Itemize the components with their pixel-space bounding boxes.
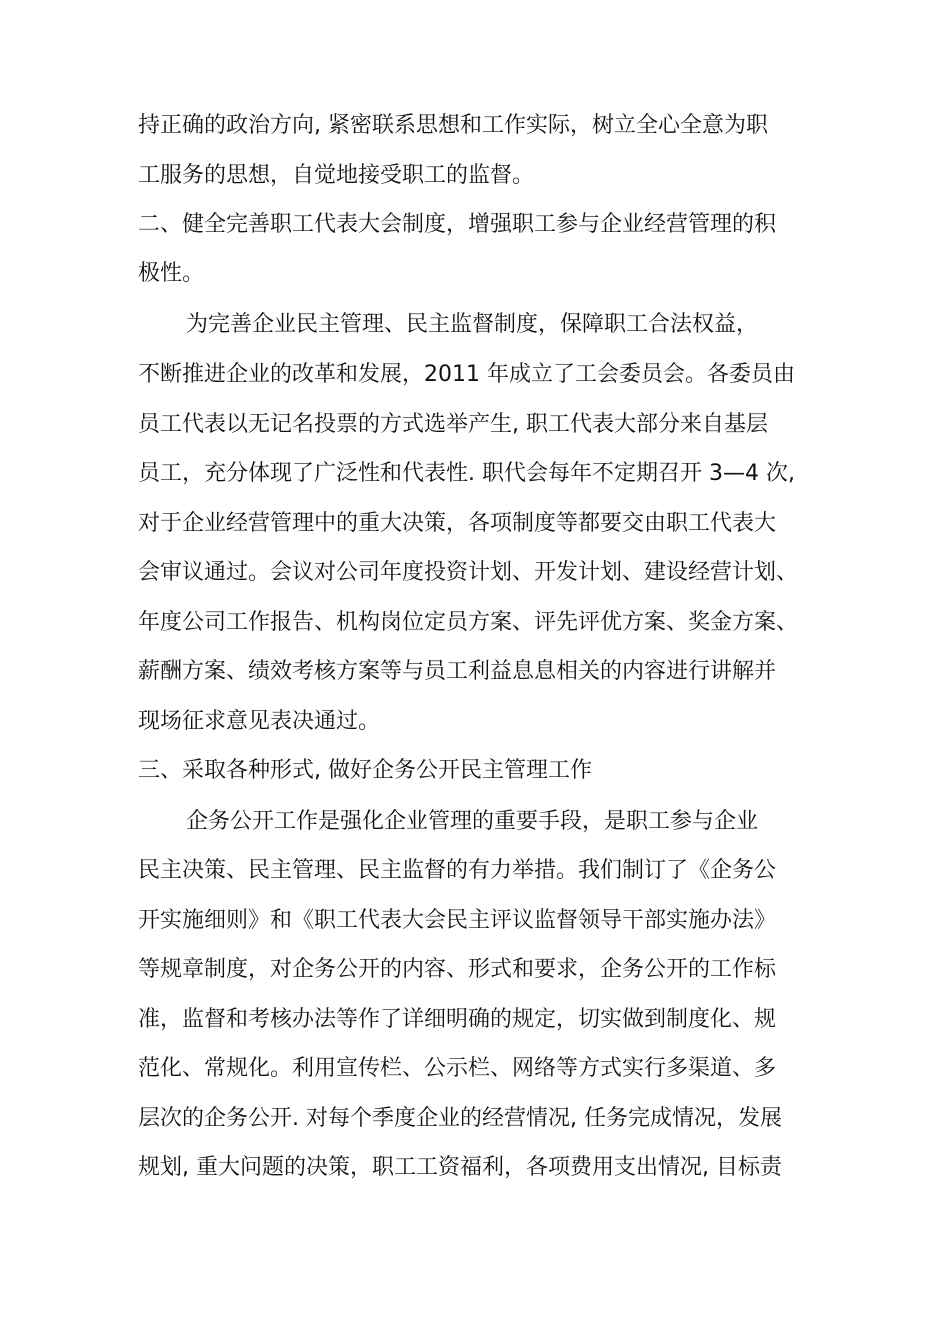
- paragraph-3-line-5: 准，监督和考核办法等作了详细明确的规定，切实做到制度化、规: [138, 1007, 777, 1032]
- paragraph-2-line-2: 不断推进企业的改革和发展，2011 年成立了工会委员会。各委员由: [138, 362, 795, 387]
- section-heading-3: 三、采取各种形式, 做好企务公开民主管理工作: [138, 758, 592, 783]
- paragraph-3-line-1: 企务公开工作是强化企业管理的重要手段，是职工参与企业: [186, 809, 759, 834]
- paragraph-2-line-9: 现场征求意见表决通过。: [138, 709, 381, 734]
- paragraph-2-line-7: 年度公司工作报告、机构岗位定员方案、评先评优方案、奖金方案、: [138, 610, 799, 635]
- text-line-2: 工服务的思想，自觉地接受职工的监督。: [138, 163, 535, 188]
- paragraph-3-line-7: 层次的企务公开. 对每个季度企业的经营情况, 任务完成情况，发展: [138, 1106, 782, 1131]
- paragraph-3-line-6: 范化、常规化。利用宣传栏、公示栏、网络等方式实行多渠道、多: [138, 1056, 777, 1081]
- section-heading-2: 二、健全完善职工代表大会制度，增强职工参与企业经营管理的积: [138, 212, 777, 237]
- paragraph-3-line-8: 规划, 重大问题的决策，职工工资福利，各项费用支出情况, 目标责: [138, 1155, 782, 1180]
- paragraph-2-line-1: 为完善企业民主管理、民主监督制度，保障职工合法权益，: [186, 312, 759, 337]
- paragraph-3-line-3: 开实施细则》和《职工代表大会民主评议监督领导干部实施办法》: [138, 908, 777, 933]
- paragraph-2-line-6: 会审议通过。会议对公司年度投资计划、开发计划、建设经营计划、: [138, 560, 799, 585]
- paragraph-2-line-8: 薪酬方案、绩效考核方案等与员工利益息息相关的内容进行讲解并: [138, 659, 777, 684]
- paragraph-3-line-4: 等规章制度，对企务公开的内容、形式和要求，企务公开的工作标: [138, 957, 777, 982]
- paragraph-2-line-4: 员工，充分体现了广泛性和代表性. 职代会每年不定期召开 3—4 次,: [138, 461, 795, 486]
- text-line-1: 持正确的政治方向, 紧密联系思想和工作实际，树立全心全意为职: [138, 113, 768, 138]
- paragraph-2-line-3: 员工代表以无记名投票的方式选举产生, 职工代表大部分来自基层: [138, 412, 768, 437]
- section-heading-2-cont: 极性。: [138, 261, 205, 286]
- paragraph-2-line-5: 对于企业经营管理中的重大决策，各项制度等都要交由职工代表大: [138, 511, 777, 536]
- paragraph-3-line-2: 民主决策、民主管理、民主监督的有力举措。我们制订了《企务公: [138, 858, 777, 883]
